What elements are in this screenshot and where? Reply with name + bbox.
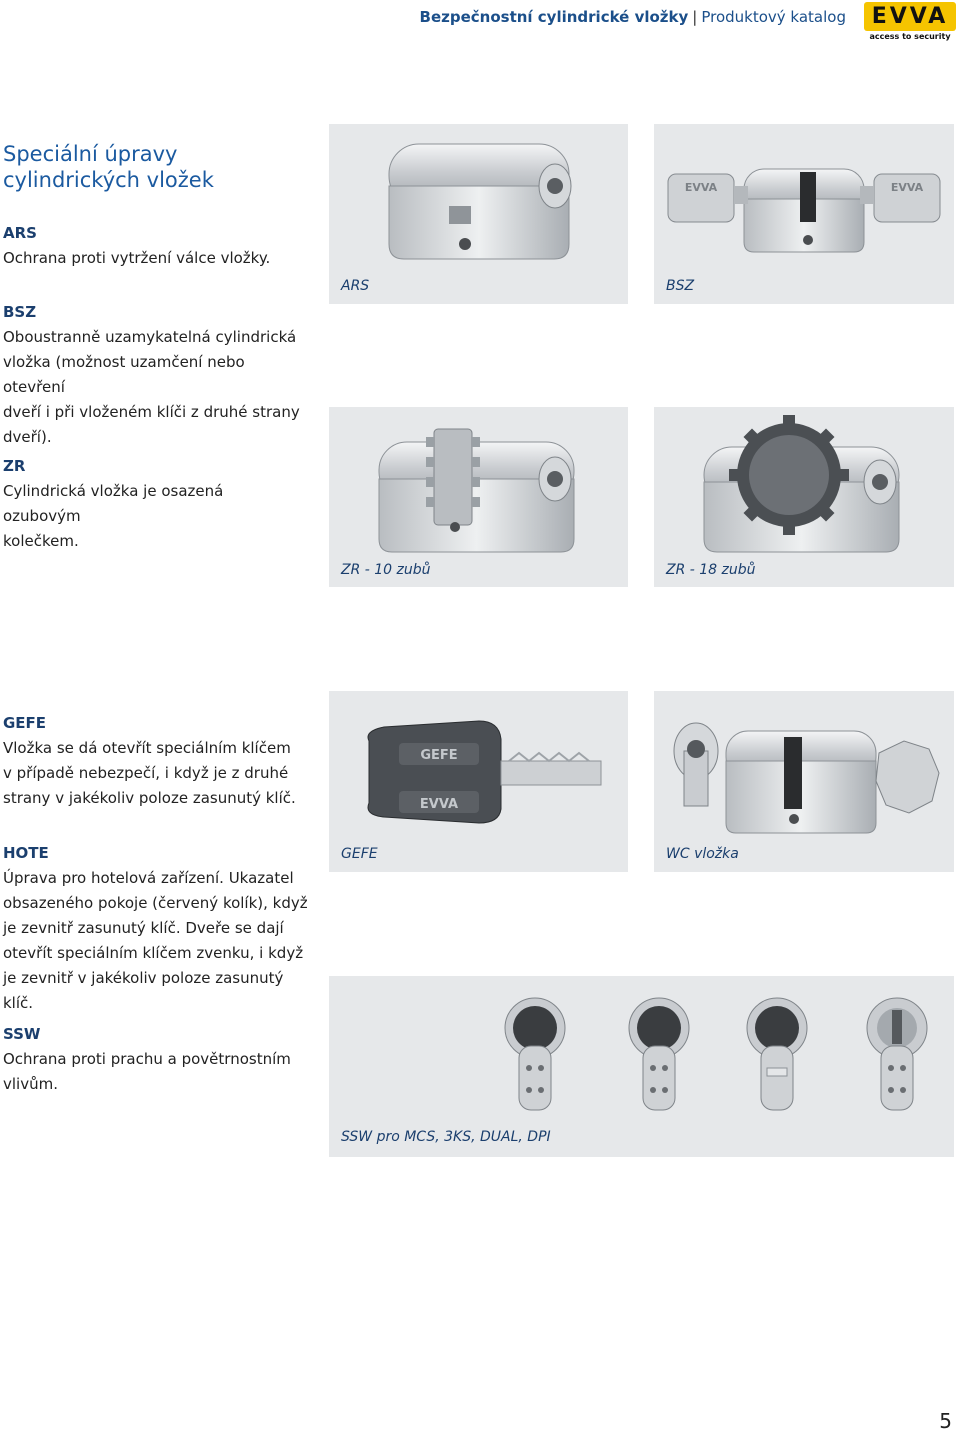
gefe-key-image xyxy=(329,691,628,872)
gefe-key-label: GEFE xyxy=(420,748,458,763)
header-title-bold: Bezpečnostní cylindrické vložky xyxy=(419,8,689,26)
section-title-line2: cylindrických vložek xyxy=(3,168,214,192)
feature-line: strany v jakékoliv poloze zasunutý klíč. xyxy=(3,789,296,807)
caption-wc: WC vložka xyxy=(666,846,739,862)
feature-line: otevřít speciálním klíčem zvenku, i když xyxy=(3,944,304,962)
caption-ssw: SSW pro MCS, 3KS, DUAL, DPI xyxy=(341,1129,551,1145)
logo-box xyxy=(864,2,956,31)
caption-zr18: ZR - 18 zubů xyxy=(666,562,756,578)
feature-line: Úprava pro hotelová zařízení. Ukazatel xyxy=(3,869,294,887)
feature-line: Vložka se dá otevřít speciálním klíčem xyxy=(3,739,291,757)
feature-line: dveří). xyxy=(3,428,52,446)
zr10-cylinder-image xyxy=(329,407,628,587)
feature-hote xyxy=(3,841,313,1016)
ssw-dpi-icon xyxy=(867,998,927,1110)
feature-head: BSZ xyxy=(3,303,37,321)
wc-cylinder-image xyxy=(654,691,954,872)
feature-gefe xyxy=(3,711,303,811)
feature-line: je zevnitř v jakékoliv poloze zasunutý klíč. xyxy=(3,969,284,1012)
header-separator: | xyxy=(692,8,698,26)
ssw-mcs-icon xyxy=(505,998,565,1110)
gear-wheel-icon xyxy=(434,429,472,525)
feature-line: obsazeného pokoje (červený kolík), když xyxy=(3,894,308,912)
image-panel-wc xyxy=(654,691,954,872)
ars-cylinder-image xyxy=(329,124,628,304)
header-title xyxy=(420,8,846,26)
image-panel-zr10 xyxy=(329,407,628,587)
image-panel-zr18 xyxy=(654,407,954,587)
ssw-3ks-icon xyxy=(629,998,689,1110)
feature-head: ARS xyxy=(3,224,37,242)
feature-line: vlivům. xyxy=(3,1075,58,1093)
feature-line: Oboustranně uzamykatelná cylindrická xyxy=(3,328,297,346)
caption-gefe: GEFE xyxy=(341,846,378,862)
feature-bsz xyxy=(3,300,303,450)
feature-head: GEFE xyxy=(3,714,47,732)
feature-line: je zevnitř zasunutý klíč. Dveře se dají xyxy=(3,919,284,937)
ssw-dual-icon xyxy=(747,998,807,1110)
logo-tagline: access to security xyxy=(869,32,951,41)
gefe-key-brand: EVVA xyxy=(419,797,459,812)
bsz-cylinder-image xyxy=(654,124,954,304)
section-title xyxy=(3,141,214,193)
caption-bsz: BSZ xyxy=(666,278,695,294)
feature-ars xyxy=(3,221,303,271)
feature-head: HOTE xyxy=(3,844,49,862)
feature-head: SSW xyxy=(3,1025,41,1043)
section-title-line1: Speciální úpravy xyxy=(3,142,178,166)
feature-head: ZR xyxy=(3,457,26,475)
feature-ssw xyxy=(3,1022,303,1097)
page-number: 5 xyxy=(939,1409,952,1433)
feature-line: Cylindrická vložka je osazená ozubovým xyxy=(3,482,224,525)
image-panel-ars xyxy=(329,124,628,304)
evva-logo xyxy=(864,2,956,42)
key-brand-right: EVVA xyxy=(890,181,924,194)
key-brand-left: EVVA xyxy=(684,181,718,194)
feature-line: v případě nebezpečí, i když je z druhé xyxy=(3,764,289,782)
feature-line: Ochrana proti vytržení válce vložky. xyxy=(3,249,271,267)
caption-ars: ARS xyxy=(341,278,370,294)
image-panel-ssw xyxy=(329,976,954,1157)
zr18-cylinder-image xyxy=(654,407,954,587)
thumb-turn-icon xyxy=(876,741,939,813)
feature-line: Ochrana proti prachu a povětrnostním xyxy=(3,1050,291,1068)
image-panel-bsz xyxy=(654,124,954,304)
feature-line: kolečkem. xyxy=(3,532,79,550)
feature-line: vložka (možnost uzamčení nebo otevření xyxy=(3,353,245,396)
image-panel-gefe xyxy=(329,691,628,872)
logo-text: EVVA xyxy=(871,4,949,29)
page-header xyxy=(0,0,960,44)
header-title-light: Produktový katalog xyxy=(701,8,846,26)
feature-line: dveří i při vloženém klíči z druhé strany xyxy=(3,403,300,421)
feature-zr xyxy=(3,454,303,554)
caption-zr10: ZR - 10 zubů xyxy=(341,562,431,578)
